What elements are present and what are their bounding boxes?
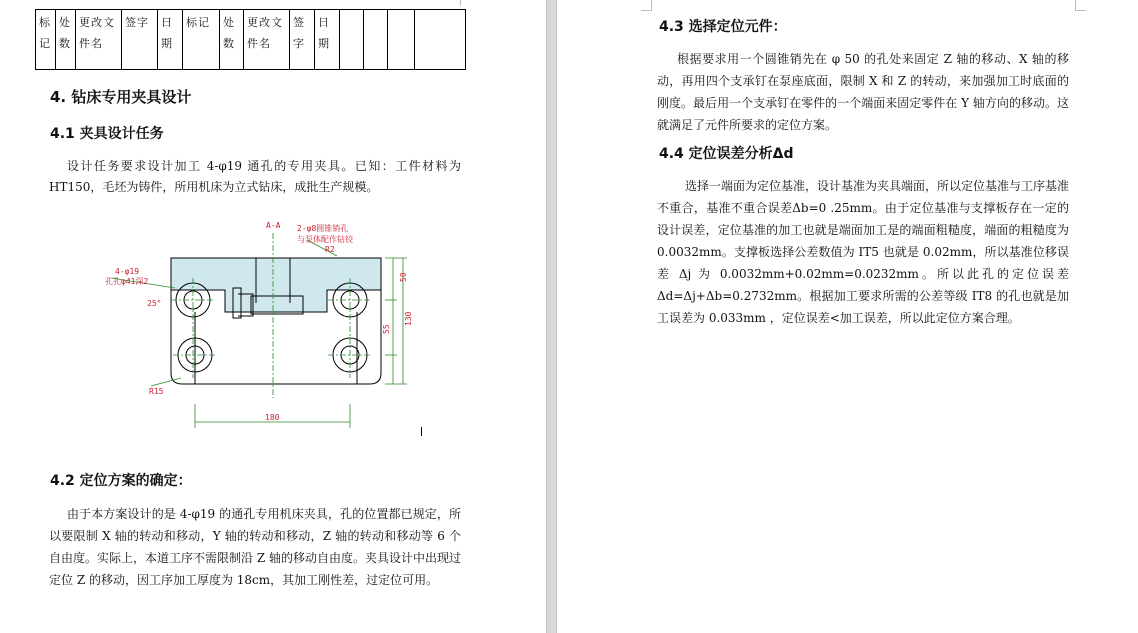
fixture-drawing <box>75 208 420 438</box>
dim-r2: R2 <box>325 245 335 254</box>
revision-cell <box>388 10 415 70</box>
revision-cell <box>364 10 388 70</box>
label-through-holes: 4-φ19 <box>115 267 140 276</box>
dim-r15: R15 <box>149 387 164 396</box>
revision-cell: 签字 <box>290 10 315 70</box>
label-pin-holes-note: 与泵体配作钻铰 <box>297 235 353 244</box>
fixture-top-section <box>171 258 381 312</box>
heading-4-2: 4.2 定位方案的确定： <box>50 473 192 489</box>
document-page-right <box>557 0 1138 633</box>
dim-50: 50 <box>399 272 408 282</box>
label-section: A-A <box>266 221 281 230</box>
revision-table <box>35 9 466 70</box>
revision-cell: 处数 <box>220 10 244 70</box>
dim-angle: 25° <box>147 299 162 308</box>
heading-4-4: 4.4 定位误差分析Δd <box>659 146 794 162</box>
label-counterbore: 孔孔φ41深2 <box>105 277 149 286</box>
heading-chapter-4: 4. 钻床专用夹具设计 <box>50 88 192 106</box>
dim-55: 55 <box>382 324 391 334</box>
text-cursor-mark <box>421 427 422 436</box>
revision-cell: 标记 <box>183 10 220 70</box>
revision-cell: 日期 <box>158 10 183 70</box>
revision-cell: 处数 <box>56 10 76 70</box>
heading-4-3: 4.3 选择定位元件： <box>659 19 787 35</box>
revision-cell: 标记 <box>36 10 56 70</box>
revision-cell: 签字 <box>122 10 158 70</box>
margin-mark <box>460 0 471 6</box>
heading-4-1: 4.1 夹具设计任务 <box>50 126 164 142</box>
margin-mark <box>641 0 652 11</box>
paragraph-4-1: 设计任务要求设计加工 4-φ19 通孔的专用夹具。已知：工件材料为 HT150，毛坯为铸件，所用机床为立式钻床，成批生产规模。 <box>49 159 461 194</box>
revision-cell <box>340 10 364 70</box>
revision-cell: 更改文件名 <box>244 10 290 70</box>
page-gutter <box>546 0 557 633</box>
paragraph-4-2: 由于本方案设计的是 4-φ19 的通孔专用机床夹具，孔的位置都已规定，所以要限制 X 轴的转动和移动，Y 轴的转动和移动，Z 轴的转动和移动等 6 个自由度。实际上，本道工序不需限制沿 Z 轴的移动自由度。夹具设计中出现过定位 Z 的移动，因工序加工厚度为 18cm，其加工刚性差，过定位可用。 <box>49 507 461 587</box>
dim-180: 180 <box>265 413 280 422</box>
revision-cell <box>415 10 466 70</box>
dim-130: 130 <box>404 311 413 326</box>
revision-cell: 更改文件名 <box>76 10 122 70</box>
margin-mark <box>1075 0 1086 11</box>
document-page-left <box>0 0 546 633</box>
paragraph-4-3: 根据要求用一个圆锥销先在 φ 50 的孔处来固定 Z 轴的移动、X 轴的移动，再用四个支承钉在泵座底面，限制 X 和 Z 的转动，来加强加工时底面的刚度。最后用一个支承钉在零件的一个端面来固定零件在 Y 轴方向的移动。这就满足了元件所要求的定位方案。 <box>657 52 1069 132</box>
paragraph-4-4: 选择一端面为定位基准，设计基准为夹具端面，所以定位基准与工序基准不重合，基准不重合误差Δb=0 .25mm。由于定位基准与支撑板存在一定的设计误差，定位基准的加工也就是端面加工是的端面粗糙度，端面的粗糙度为 0.0032mm。支撑板选择公差数值为 IT5 也就是 0.02mm，所以基准位移误差 Δj 为 0.0032mm+0.02mm=0.0232mm。所以此孔的定位误差Δd=Δj+Δb=0.2732mm。根据加工要求所需的公差等级 IT8 的孔也就是加工误差为 0.033mm ，定位误差<加工误差，所以此定位方案合理。 <box>657 179 1070 325</box>
label-pin-holes: 2-φ8圆锥销孔 <box>297 224 349 233</box>
revision-cell: 日期 <box>315 10 340 70</box>
